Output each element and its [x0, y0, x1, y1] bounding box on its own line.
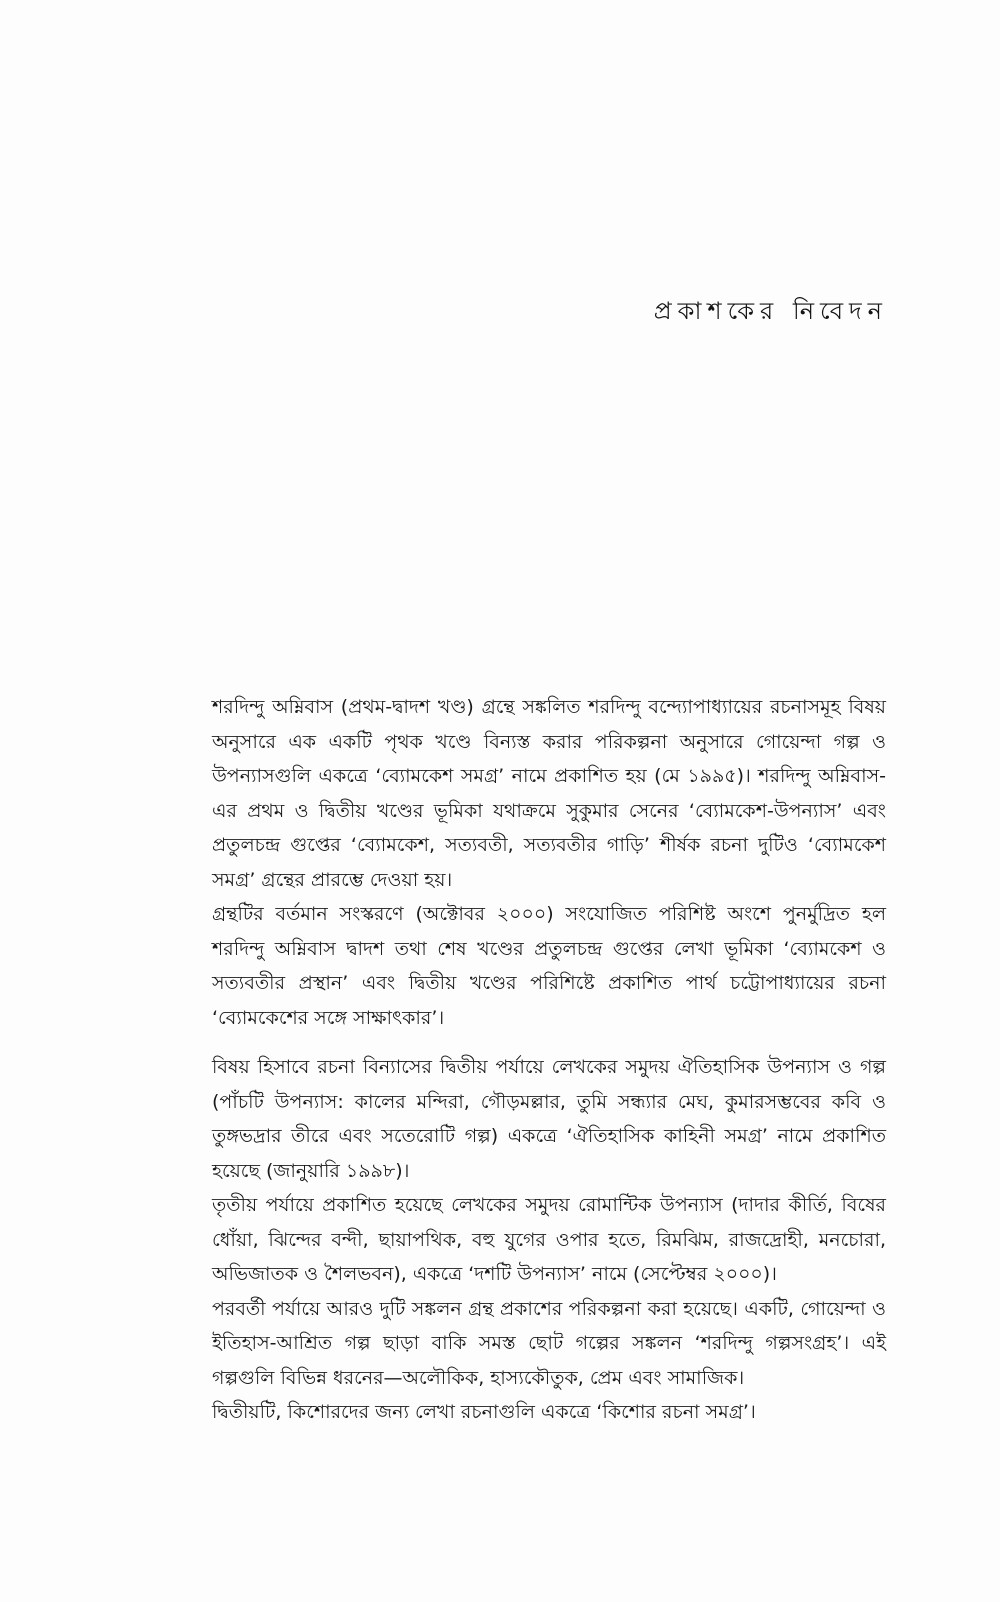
paragraph: তৃতীয় পর্যায়ে প্রকাশিত হয়েছে লেখকের সমুদয় রোমান্টিক উপন্যাস (দাদার কীর্তি, বিষের ধোঁয়া, ঝিন্দের বন্দী, ছায়াপথিক, বহু যুগের ওপার হতে, রিমঝিম, রাজদ্রোহী, মনচোরা, অভিজাতক ও শৈলভবন), একত্রে ‘দশটি উপন্যাস’ নামে (সেপ্টেম্বর ২০০০)। — [212, 1194, 886, 1285]
paragraph: গ্রন্থটির বর্তমান সংস্করণে (অক্টোবর ২০০০) সংযোজিত পরিশিষ্ট অংশে পুনর্মুদ্রিত হল শরদিন্দু অম্নিবাস দ্বাদশ তথা শেষ খণ্ডের প্রতুলচন্দ্র গুপ্তের লেখা ভূমিকা ‘ব্যোমকেশ ও সত্যবতীর প্রস্থান’ এবং দ্বিতীয় খণ্ডের পরিশিষ্টে প্রকাশিত পার্থ চট্টোপাধ্যায়ের রচনা ‘ব্যোমকেশের সঙ্গে সাক্ষাৎকার’। — [212, 903, 886, 1029]
section-collections — [212, 1050, 886, 1430]
paragraph: শরদিন্দু অম্নিবাস (প্রথম-দ্বাদশ খণ্ড) গ্রন্থে সঙ্কলিত শরদিন্দু বন্দ্যোপাধ্যায়ের রচনাসমূহ বিষয় অনুসারে এক একটি পৃথক খণ্ডে বিন্যস্ত করার পরিকল্পনা অনুসারে গোয়েন্দা গল্প ও উপন্যাসগুলি একত্রে ‘ব্যোমকেশ সমগ্র’ নামে প্রকাশিত হয় (মে ১৯৯৫)। শরদিন্দু অম্নিবাস-এর প্রথম ও দ্বিতীয় খণ্ডের ভূমিকা যথাক্রমে সুকুমার সেনের ‘ব্যোমকেশ-উপন্যাস’ এবং প্রতুলচন্দ্র গুপ্তের ‘ব্যোমকেশ, সত্যবতী, সত্যবতীর গাড়ি’ শীর্ষক রচনা দুটিও ‘ব্যোমকেশ সমগ্র’ গ্রন্থের প্রারম্ভে দেওয়া হয়। — [212, 696, 886, 891]
page-heading: প্রকাশকের নিবেদন — [653, 297, 888, 325]
paragraph: বিষয় হিসাবে রচনা বিন্যাসের দ্বিতীয় পর্যায়ে লেখকের সমুদয় ঐতিহাসিক উপন্যাস ও গল্প (পাঁচটি উপন্যাস: কালের মন্দিরা, গৌড়মল্লার, তুমি সন্ধ্যার মেঘ, কুমারসম্ভবের কবি ও তুঙ্গভদ্রার তীরে এবং সতেরোটি গল্প) একত্রে ‘ঐতিহাসিক কাহিনী সমগ্র’ নামে প্রকাশিত হয়েছে (জানুয়ারি ১৯৯৮)। — [212, 1056, 886, 1182]
section-bymkesh — [212, 690, 886, 1035]
paragraph: দ্বিতীয়টি, কিশোরদের জন্য লেখা রচনাগুলি একত্রে ‘কিশোর রচনা সমগ্র’। — [212, 1401, 756, 1423]
paragraph: পরবর্তী পর্যায়ে আরও দুটি সঙ্কলন গ্রন্থ প্রকাশের পরিকল্পনা করা হয়েছে। একটি, গোয়েন্দা ও ইতিহাস-আশ্রিত গল্প ছাড়া বাকি সমস্ত ছোট গল্পের সঙ্কলন ‘শরদিন্দু গল্পসংগ্রহ’। এই গল্পগুলি বিভিন্ন ধরনের—অলৌকিক, হাস্যকৌতুক, প্রেম এবং সামাজিক। — [212, 1297, 886, 1389]
